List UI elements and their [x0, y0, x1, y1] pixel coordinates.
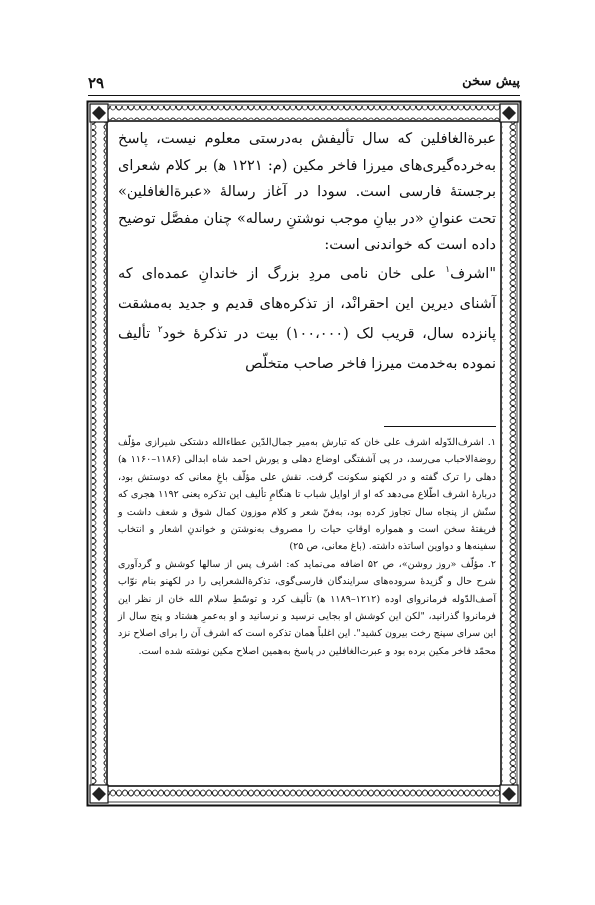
footnote-ref-2: ۲ — [157, 324, 163, 335]
quotation — [118, 259, 496, 379]
main-text — [118, 126, 496, 379]
quote-open: "اشرف — [450, 265, 496, 282]
footnotes — [118, 434, 496, 660]
footnote-1 — [118, 434, 496, 556]
page-number: ۲۹ — [88, 74, 105, 92]
footnote-number: ۲. — [487, 558, 496, 570]
footnote-rule — [384, 426, 496, 427]
quote-end: تألیف نموده به‌خدمت میرزا فاخر صاحب متخلّص — [118, 325, 496, 372]
footnote-ref-1: ۱ — [445, 264, 451, 275]
body-paragraph: عبرةالغافلین که سال تألیفش به‌درستی معلوم نیست، پاسخ به‌خرده‌گیری‌های میرزا فاخر مکین (م: ۱۲۲۱ ﻫ) بر کلام شعرای برجستهٔ فارسی است. سودا در آغاز رسالهٔ «عبرةالغافلین» تحت عنوانِ «در بیانِ موجب نوشتنِ رساله» چنان مفصَّل توضیح داده است که خواندنی است: — [118, 131, 496, 253]
quote-mid: علی خان نامی مردِ بزرگ از خاندانِ عمده‌ای که آشنای دیرین این احقرانْد، از تذکره‌های قدیم و جدید به‌مشقت پانزده سال، قریب لک (۱۰۰،۰۰۰) بیت در تذکرهٔ خود — [118, 265, 496, 342]
footnote-number: ۱. — [487, 437, 496, 448]
page-header — [88, 74, 520, 96]
running-head: پیش سخن — [462, 74, 520, 89]
page-content — [118, 126, 496, 786]
footnote-2 — [118, 556, 496, 660]
header-rule — [88, 95, 520, 96]
footnote-text: اشرف‌الدّوله اشرف علی خان که تبارش به‌میر جمال‌الدّین عطاءالله دشتکی شیرازی مؤلّف روضةالاحباب می‌رسد، در پی آشفتگی اوضاع دهلی و یورش احمد شاه ابدالی (۱۱۸۶–۱۱۶۰ ﻫ) دهلی را ترک گفته و در لکهنو سکونت گرفت. نقش علی مؤلّف باغِ معانی که دوستش بود، دربارهٔ اشرف اطّلاع می‌دهد که او از اوایل شباب تا هنگامِ تألیف این تذکره یعنی ۱۱۹۲ هجری که سنّش از پنجاه سال تجاوز کرده بود، به‌فنّ شعر و کلام موزون کمال شوق و شعف داشت و فریفتهٔ سخن است و همواره اوقاتِ حیات را مصروف به‌نوشتن و خواندنِ اشعار و انتخاب سفینه‌ها و دواوین اساتذه داشته. (باغ معانی، ص ۲۵) — [118, 437, 497, 553]
footnote-text: مؤلّف «روز روشن»، ص ۵۲ اضافه می‌نماید که: اشرف پس از سالها کوشش و گردآوری شرح حال و گزیدهٔ سروده‌های سرایندگان فارسی‌گوی، تذکرةالشعرایی را در لکهنو بنام نوّاب آصف‌الدّوله فرمانروای اوده (۱۲۱۲–۱۱۸۹ ﻫ) تألیف کرد و توسّطِ سلام الله خان از نظر این فرمانروا گذرانید، "لکن این کوشش او بجایی نرسید و نرسانید و او به‌عمرِ هشتاد و پنج سال از این سرای سپنج رخت بیرون کشید". این اغلباً همان تذکره است که اشرف آن را برای اصلاح نزد محمّد فاخر مکین برده بود و عبرت‌الغافلین در پاسخ به‌همین اصلاح مکین نوشته شده است. — [118, 558, 496, 657]
